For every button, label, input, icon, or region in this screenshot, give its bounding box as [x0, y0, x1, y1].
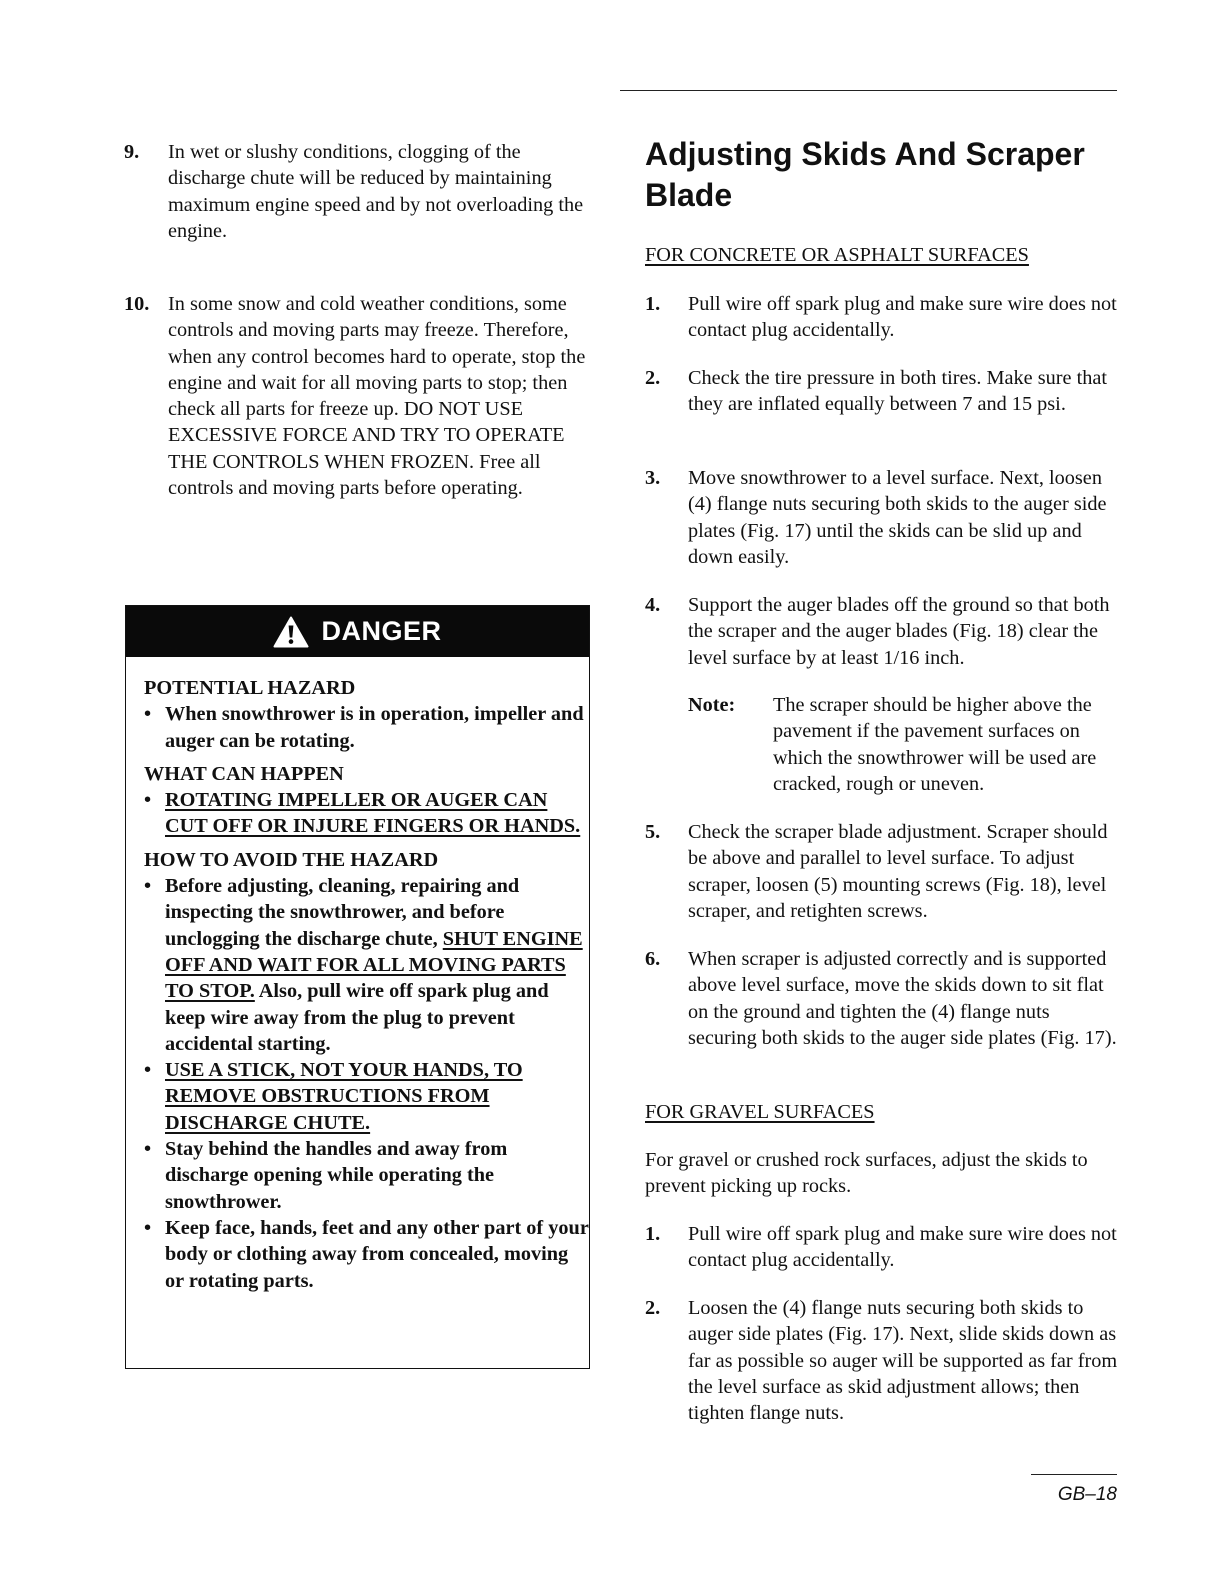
section-heading: Adjusting Skids And Scraper Blade — [645, 136, 1085, 213]
avoid-list — [144, 873, 589, 1294]
avoid-title: HOW TO AVOID THE HAZARD — [144, 848, 439, 871]
list-item — [645, 291, 1119, 344]
item-text: Support the auger blades off the ground so that both the scraper and the auger blades (Fig. 18) clear the level surface by at least 1/16 inch. — [688, 594, 1110, 669]
note-label: Note: — [688, 694, 736, 716]
danger-box — [125, 605, 590, 1369]
list-item — [645, 819, 1119, 924]
list-item — [645, 946, 1119, 1051]
item-number: 2. — [645, 1297, 661, 1319]
list-item — [645, 1221, 1119, 1274]
page-number: GB–18 — [1057, 1484, 1117, 1505]
item-text: Move snowthrower to a level surface. Next, loosen (4) flange nuts securing both skids to the auger side plates (Fig. 17) until the skids can be slid up and down easily. — [688, 467, 1107, 568]
item-text: Pull wire off spark plug and make sure wire does not contact plug accidentally. — [688, 293, 1117, 342]
item-number: 3. — [645, 467, 661, 489]
item-text: When scraper is adjusted correctly and is supported above level surface, move the skids down to sit flat on the ground and tighten the (4) flange nuts securing both skids to the auger side plates (Fig. 17). — [688, 948, 1117, 1049]
happen-list — [144, 787, 589, 840]
item-text: In wet or slushy conditions, clogging of the discharge chute will be reduced by maintaining maximum engine speed and by not overloading the engine. — [168, 141, 584, 242]
item-number: 6. — [645, 948, 661, 970]
avoid-item-text: Before adjusting, cleaning, repairing and inspecting the snowthrower, and before unclogging the discharge chute, — [165, 875, 520, 950]
avoid-item — [144, 1057, 589, 1136]
item-number: 10. — [124, 293, 150, 315]
list-item — [645, 365, 1119, 418]
list-item — [124, 291, 600, 501]
header-rule — [620, 90, 1117, 91]
hazard-item: • When snowthrower is in operation, impeller and auger can be rotating. — [144, 701, 589, 754]
item-number: 4. — [645, 594, 661, 616]
hazard-title: POTENTIAL HAZARD — [144, 677, 356, 699]
footer-rule — [1031, 1474, 1117, 1475]
list-item — [645, 592, 1119, 671]
avoid-item-emphasis: USE A STICK, NOT YOUR HANDS, TO REMOVE OBSTRUCTIONS FROM DISCHARGE CHUTE. — [165, 1059, 523, 1134]
item-number: 9. — [124, 141, 140, 163]
avoid-item-emphasis: SHUT ENGINE OFF AND WAIT FOR ALL MOVING PARTS TO STOP. — [165, 927, 583, 1003]
note-text: The scraper should be higher above the pavement if the pavement surfaces on which the snowthrower will be used are cracked, rough or uneven. — [773, 694, 1097, 795]
list-item — [645, 465, 1119, 570]
item-number: 5. — [645, 821, 661, 843]
avoid-item-text: Also, pull wire off spark plug and keep wire away from the plug to prevent accidental starting. — [165, 980, 549, 1055]
item-text: Loosen the (4) flange nuts securing both skids to auger side plates (Fig. 17). Next, slide skids down as far as possible so auger will be supported as far from the level surface as skid adjustment allows; then tighten flange nuts. — [688, 1297, 1118, 1425]
avoid-item — [144, 873, 589, 1057]
gravel-subheading: FOR GRAVEL SURFACES — [645, 1101, 875, 1123]
item-text: Check the scraper blade adjustment. Scraper should be above and parallel to level surface. To adjust scraper, loosen (5) mounting screws (Fig. 18), level scraper, and retighten screws. — [688, 821, 1108, 922]
happen-title: WHAT CAN HAPPEN — [144, 762, 344, 785]
note — [688, 692, 1120, 797]
happen-item-text: ROTATING IMPELLER OR AUGER CAN CUT OFF OR INJURE FINGERS OR HANDS. — [165, 789, 581, 838]
item-number: 1. — [645, 1223, 661, 1245]
danger-label: DANGER — [321, 616, 442, 646]
avoid-item: • Stay behind the handles and away from discharge opening while operating the snowthrower. — [144, 1136, 589, 1215]
item-number: 2. — [645, 367, 661, 389]
danger-body — [126, 657, 589, 1294]
avoid-item: • Keep face, hands, feet and any other part of your body or clothing away from concealed, moving or rotating parts. — [144, 1215, 589, 1294]
hazard-list — [144, 701, 589, 754]
item-text: Check the tire pressure in both tires. Make sure that they are inflated equally between 7 and 15 psi. — [688, 367, 1108, 416]
warning-triangle-icon — [273, 616, 309, 648]
item-text: Pull wire off spark plug and make sure wire does not contact plug accidentally. — [688, 1223, 1117, 1272]
concrete-subheading: FOR CONCRETE OR ASPHALT SURFACES — [645, 244, 1029, 266]
danger-header — [126, 606, 589, 657]
item-number: 1. — [645, 293, 661, 315]
gravel-intro: For gravel or crushed rock surfaces, adjust the skids to prevent picking up rocks. — [645, 1149, 1088, 1198]
list-item — [645, 1295, 1119, 1426]
happen-item — [144, 787, 589, 840]
list-item — [124, 139, 600, 244]
item-text: In some snow and cold weather conditions, some controls and moving parts may freeze. Therefore, when any control becomes hard to operate, stop the engine and wait for all moving parts to stop; then check all parts for freeze up. DO NOT USE EXCESSIVE FORCE AND TRY TO OPERATE THE CONTROLS WHEN FROZEN. Free all controls and moving parts before operating. — [168, 293, 586, 500]
